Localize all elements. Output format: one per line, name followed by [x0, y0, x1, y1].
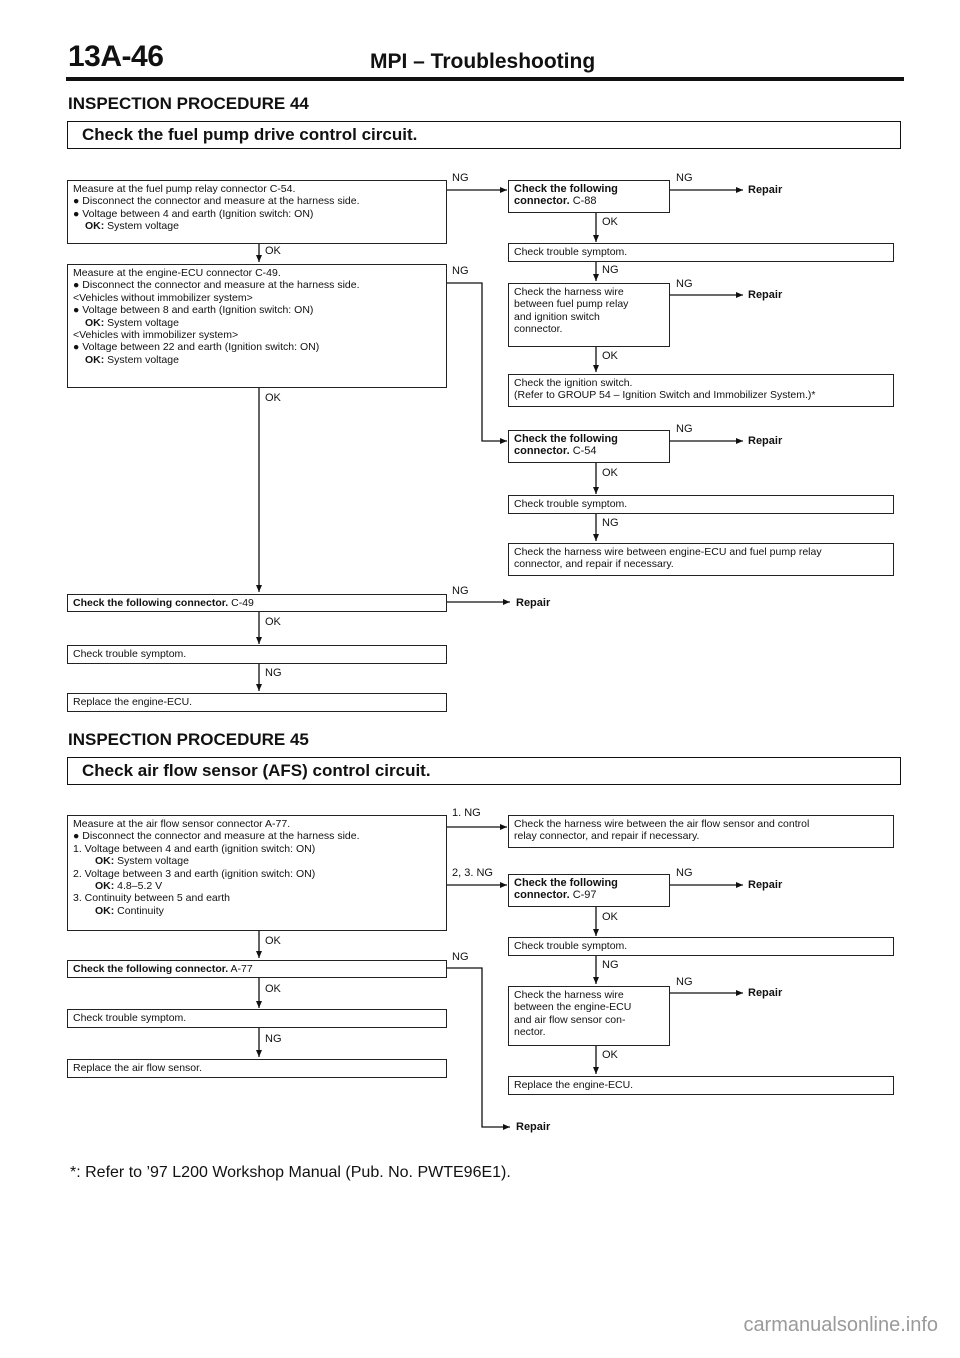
p45-box-check-trouble: Check trouble symptom. [67, 1009, 447, 1028]
label-repair: Repair [516, 597, 551, 609]
procedure-45-title-box [67, 757, 901, 785]
label-ng: NG [452, 265, 469, 277]
p44-box-check-trouble-r6: Check trouble symptom. [508, 495, 894, 514]
label-ok: OK [602, 216, 618, 228]
watermark: carmanualsonline.info [743, 1314, 938, 1336]
procedure-44-title-box [67, 121, 901, 149]
label-ok: OK [265, 392, 281, 404]
label-ng: NG [602, 264, 619, 276]
p44-box-engine-ecu: Measure at the engine-ECU connector C-49. ● Disconnect the connector and measure at the harness side. <Vehicles without immobilizer system> ● Voltage between 8 and earth (Ignition switch: ON) OK: System voltage <Vehicles with immobilizer system> ● Voltage between 22 and earth (Ignition switch: ON) OK: System voltage [67, 264, 447, 388]
p44-box-fuel-pump-relay: Measure at the fuel pump relay connector C-54. ● Disconnect the connector and measure at the harness side. ● Voltage between 4 and earth (Ignition switch: ON) OK: System voltage [67, 180, 447, 244]
label-repair: Repair [748, 879, 783, 891]
p44-box-check-trouble-r2: Check trouble symptom. [508, 243, 894, 262]
procedure-44-heading: INSPECTION PROCEDURE 44 [68, 94, 309, 113]
p44-box-replace-ecu: Replace the engine-ECU. [67, 693, 447, 712]
p44-box-check-ignition-switch: Check the ignition switch. (Refer to GROUP 54 – Ignition Switch and Immobilizer System.)* [508, 374, 894, 407]
label-ok: OK [265, 616, 281, 628]
p45-box-air-flow-sensor: Measure at the air flow sensor connector A-77. ● Disconnect the connector and measure at the harness side. 1. Voltage between 4 and earth (ignition switch: ON) OK: System voltage 2. Voltage between 3 and earth (ignition switch: ON) OK: 4.8–5.2 V 3. Continuity between 5 and earth OK: Continuity [67, 815, 447, 931]
label-1-ng: 1. NG [452, 807, 481, 819]
label-repair: Repair [748, 289, 783, 301]
p45-box-harness-ecu-afs: Check the harness wire between the engine-ECU and air flow sensor con- nector. [508, 986, 670, 1046]
label-ok: OK [602, 1049, 618, 1061]
page-number: 13A-46 [68, 40, 164, 73]
p44-box-check-connector-c54: Check the following connector. C-54 [508, 430, 670, 463]
label-ng: NG [602, 517, 619, 529]
label-ok: OK [602, 350, 618, 362]
p45-box-check-connector-c97: Check the following connector. C-97 [508, 874, 670, 907]
footnote: *: Refer to ’97 L200 Workshop Manual (Pub. No. PWTE96E1). [70, 1164, 511, 1181]
label-ng: NG [265, 667, 282, 679]
label-ng: NG [676, 278, 693, 290]
p44-box-check-connector-c88: Check the following connector. C-88 [508, 180, 670, 213]
p44-box-harness-relay-ignition: Check the harness wire between fuel pump relay and ignition switch connector. [508, 283, 670, 347]
p45-box-check-trouble-r3: Check trouble symptom. [508, 937, 894, 956]
p44-box-harness-ecu-relay: Check the harness wire between engine-ECU and fuel pump relay connector, and repair if necessary. [508, 543, 894, 576]
label-ok: OK [265, 983, 281, 995]
label-ng: NG [452, 585, 469, 597]
label-ng: NG [676, 867, 693, 879]
page-title: MPI – Troubleshooting [370, 50, 596, 73]
p44-box-check-trouble: Check trouble symptom. [67, 645, 447, 664]
label-ng: NG [265, 1033, 282, 1045]
p45-box-check-connector-a77: Check the following connector. A-77 [67, 960, 447, 978]
label-ng: NG [602, 959, 619, 971]
p45-box-replace-ecu: Replace the engine-ECU. [508, 1076, 894, 1095]
procedure-45-heading: INSPECTION PROCEDURE 45 [68, 730, 309, 749]
label-2-3-ng: 2, 3. NG [452, 867, 493, 879]
label-ok: OK [265, 245, 281, 257]
label-repair: Repair [748, 184, 783, 196]
label-ng: NG [452, 951, 469, 963]
label-ok: OK [602, 467, 618, 479]
label-ng: NG [676, 172, 693, 184]
p45-box-replace-afs: Replace the air flow sensor. [67, 1059, 447, 1078]
label-repair: Repair [748, 435, 783, 447]
p45-box-harness-afs-relay: Check the harness wire between the air flow sensor and control relay connector, and repair if necessary. [508, 815, 894, 848]
label-repair: Repair [748, 987, 783, 999]
p44-box-check-connector-c49: Check the following connector. C-49 [67, 594, 447, 612]
label-ok: OK [265, 935, 281, 947]
label-ng: NG [452, 172, 469, 184]
label-ng: NG [676, 976, 693, 988]
procedure-45-title: Check air flow sensor (AFS) control circuit. [82, 761, 431, 780]
label-ok: OK [602, 911, 618, 923]
label-repair: Repair [516, 1121, 551, 1133]
label-ng: NG [676, 423, 693, 435]
procedure-44-title: Check the fuel pump drive control circuit. [82, 125, 418, 144]
